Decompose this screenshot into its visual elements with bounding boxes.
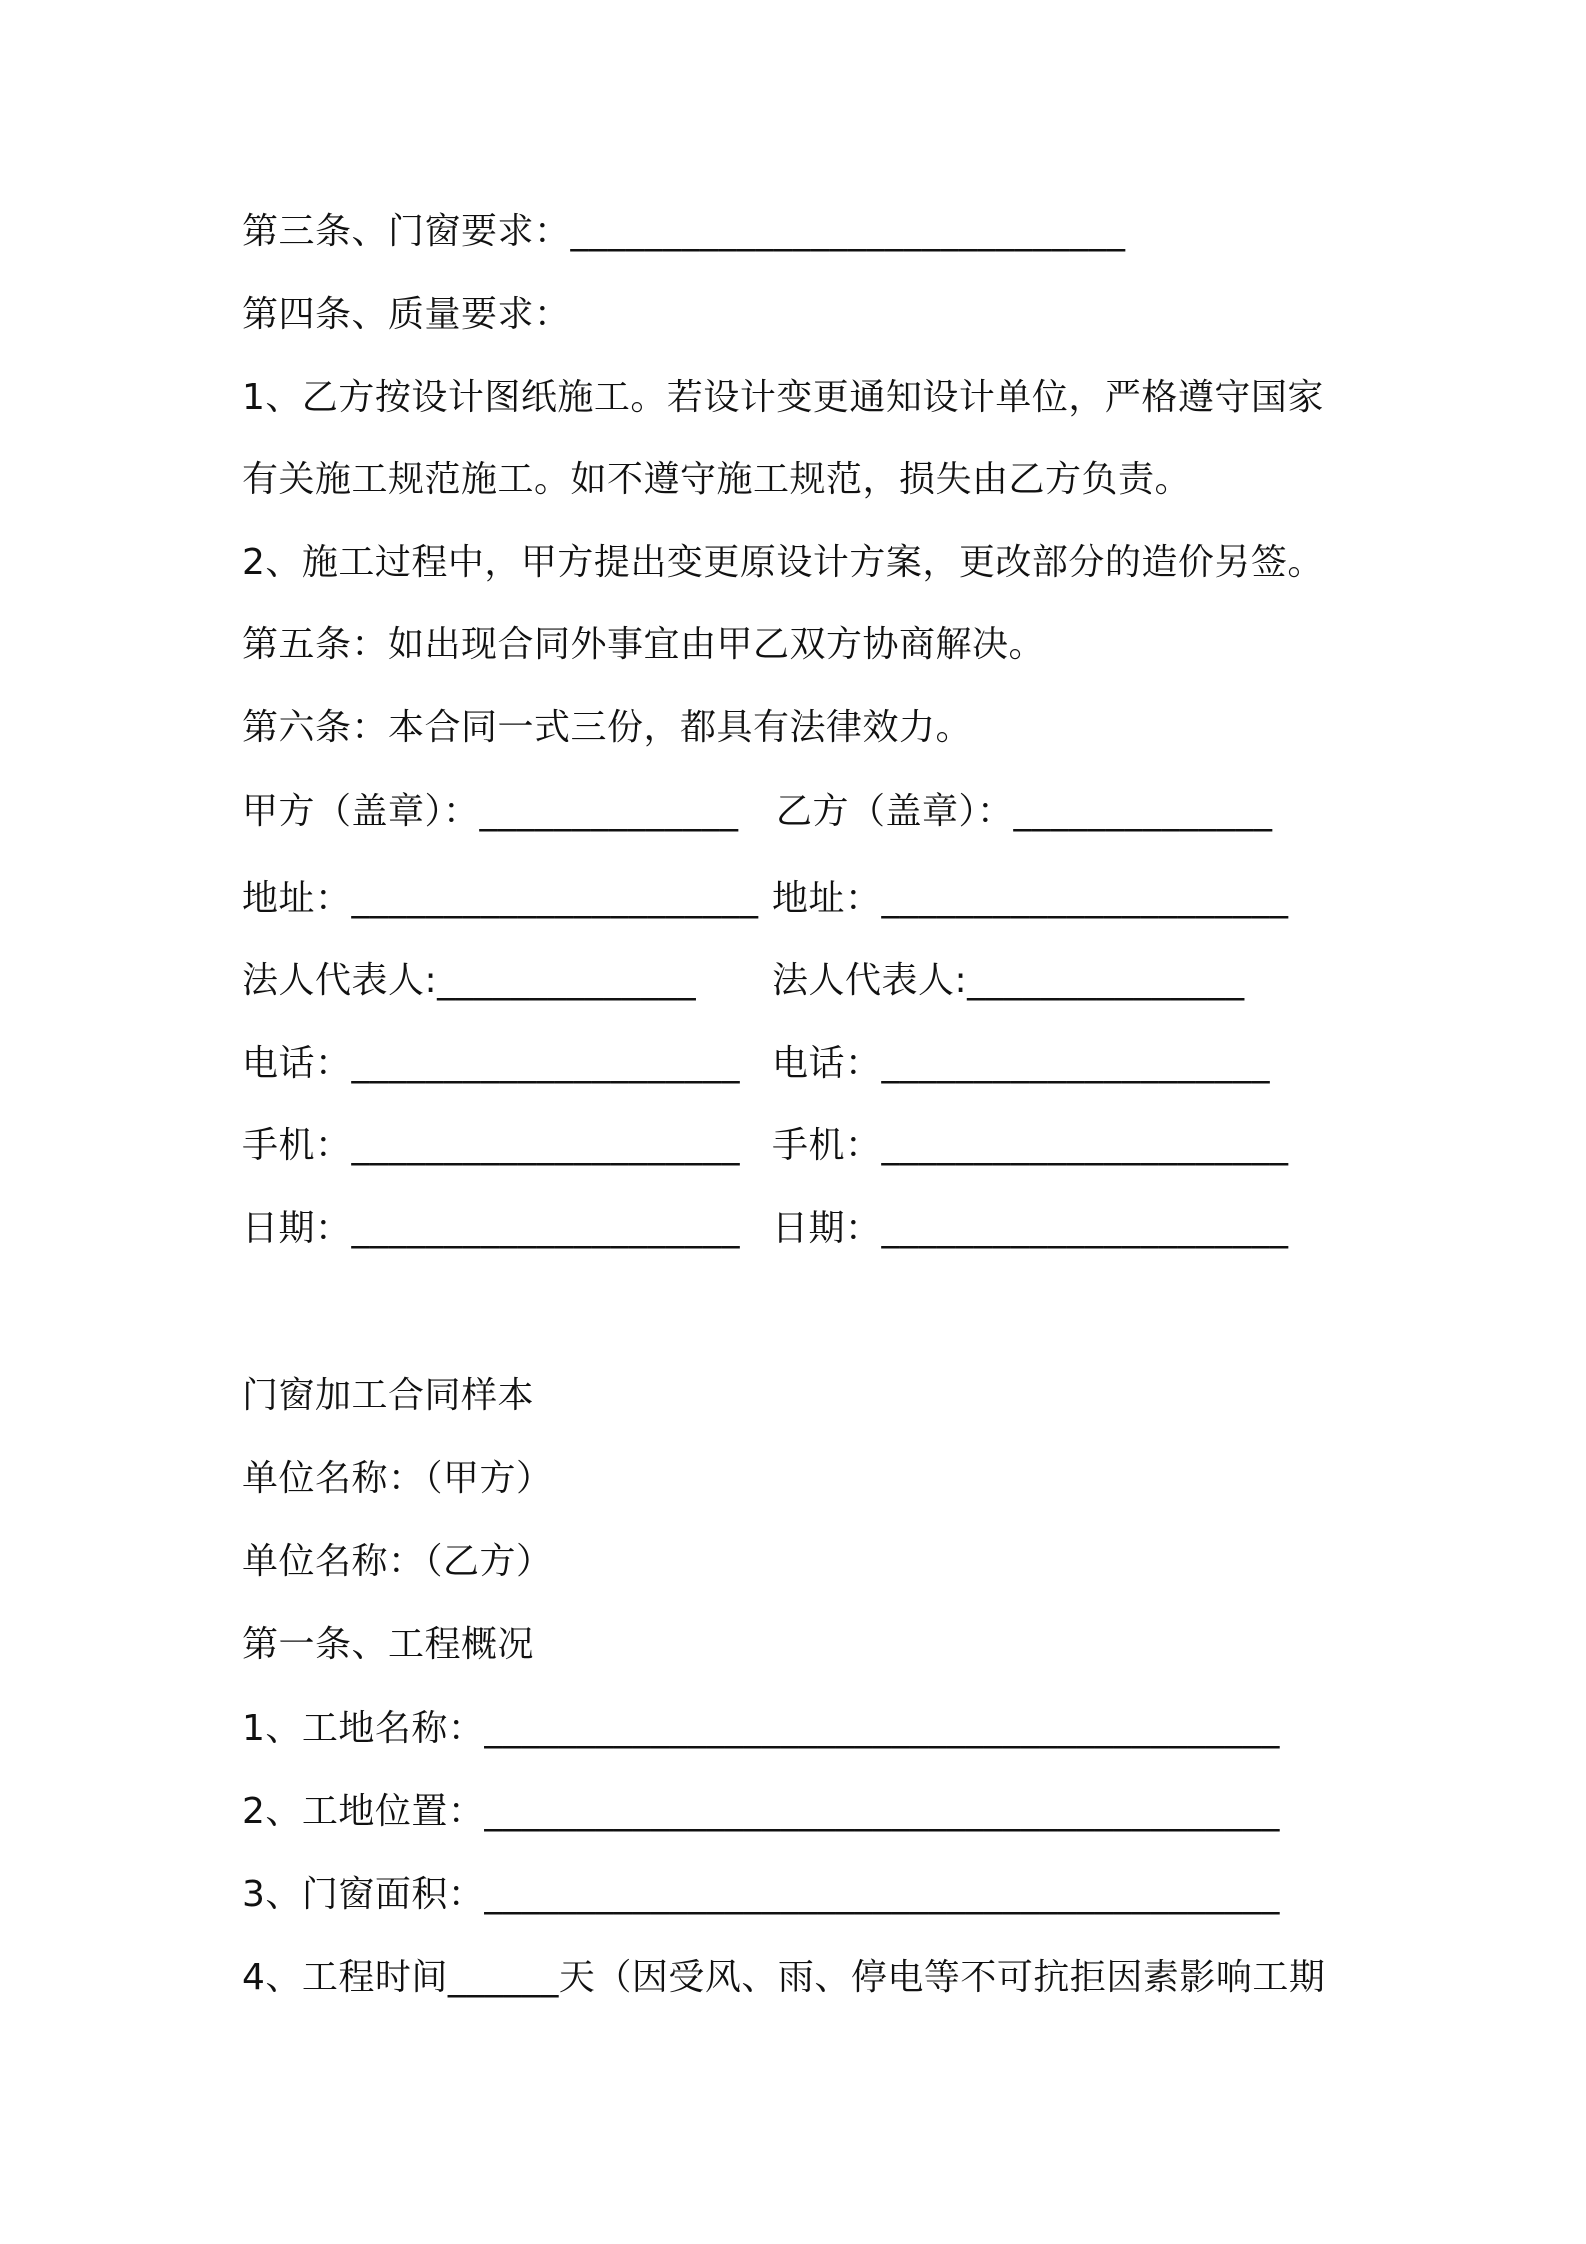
clause-4-item-1-line-1: 1、乙方按设计图纸施工。若设计变更通知设计单位，严格遵守国家 bbox=[242, 377, 1324, 418]
project-duration-field: 4、工程时间______天（因受风、雨、停电等不可抗拒因素影响工期 bbox=[242, 1957, 1326, 1998]
clause-5: 第五条：如出现合同外事宜由甲乙双方协商解决。 bbox=[242, 624, 1046, 665]
party-b-date-field: 日期：______________________ bbox=[772, 1208, 1289, 1249]
party-a-seal-field: 甲方（盖章）：______________ bbox=[242, 791, 739, 832]
clause-3-window-requirements: 第三条、门窗要求：______________________________ bbox=[242, 211, 1126, 252]
clause-1-title: 第一条、工程概况 bbox=[242, 1624, 535, 1665]
clause-4-item-1-line-2: 有关施工规范施工。如不遵守施工规范，损失由乙方负责。 bbox=[242, 459, 1192, 500]
clause-4-item-2: 2、施工过程中，甲方提出变更原设计方案，更改部分的造价另签。 bbox=[242, 542, 1324, 583]
site-name-field: 1、工地名称：___________________________________________ bbox=[242, 1708, 1280, 1749]
party-a-date-field: 日期：_____________________ bbox=[242, 1208, 741, 1249]
party-b-seal-field: 乙方（盖章）：______________ bbox=[776, 791, 1273, 832]
party-a-mobile-field: 手机：_____________________ bbox=[242, 1125, 741, 1166]
clause-6: 第六条：本合同一式三份，都具有法律效力。 bbox=[242, 707, 973, 748]
party-b-legal-rep-field: 法人代表人:_______________ bbox=[772, 960, 1245, 1001]
party-a-address-field: 地址：______________________ bbox=[242, 878, 759, 919]
party-b-phone-field: 电话：_____________________ bbox=[772, 1043, 1271, 1084]
party-b-address-field: 地址：______________________ bbox=[772, 878, 1289, 919]
clause-4-title: 第四条、质量要求： bbox=[242, 294, 571, 335]
unit-name-party-a: 单位名称：（甲方） bbox=[242, 1458, 553, 1499]
party-b-mobile-field: 手机：______________________ bbox=[772, 1125, 1289, 1166]
party-a-phone-field: 电话：_____________________ bbox=[242, 1043, 741, 1084]
unit-name-party-b: 单位名称：（乙方） bbox=[242, 1541, 553, 1582]
sample-contract-title: 门窗加工合同样本 bbox=[242, 1375, 535, 1416]
window-area-field: 3、门窗面积：___________________________________________ bbox=[242, 1874, 1280, 1915]
site-location-field: 2、工地位置：___________________________________________ bbox=[242, 1791, 1280, 1832]
party-a-legal-rep-field: 法人代表人:______________ bbox=[242, 960, 697, 1001]
